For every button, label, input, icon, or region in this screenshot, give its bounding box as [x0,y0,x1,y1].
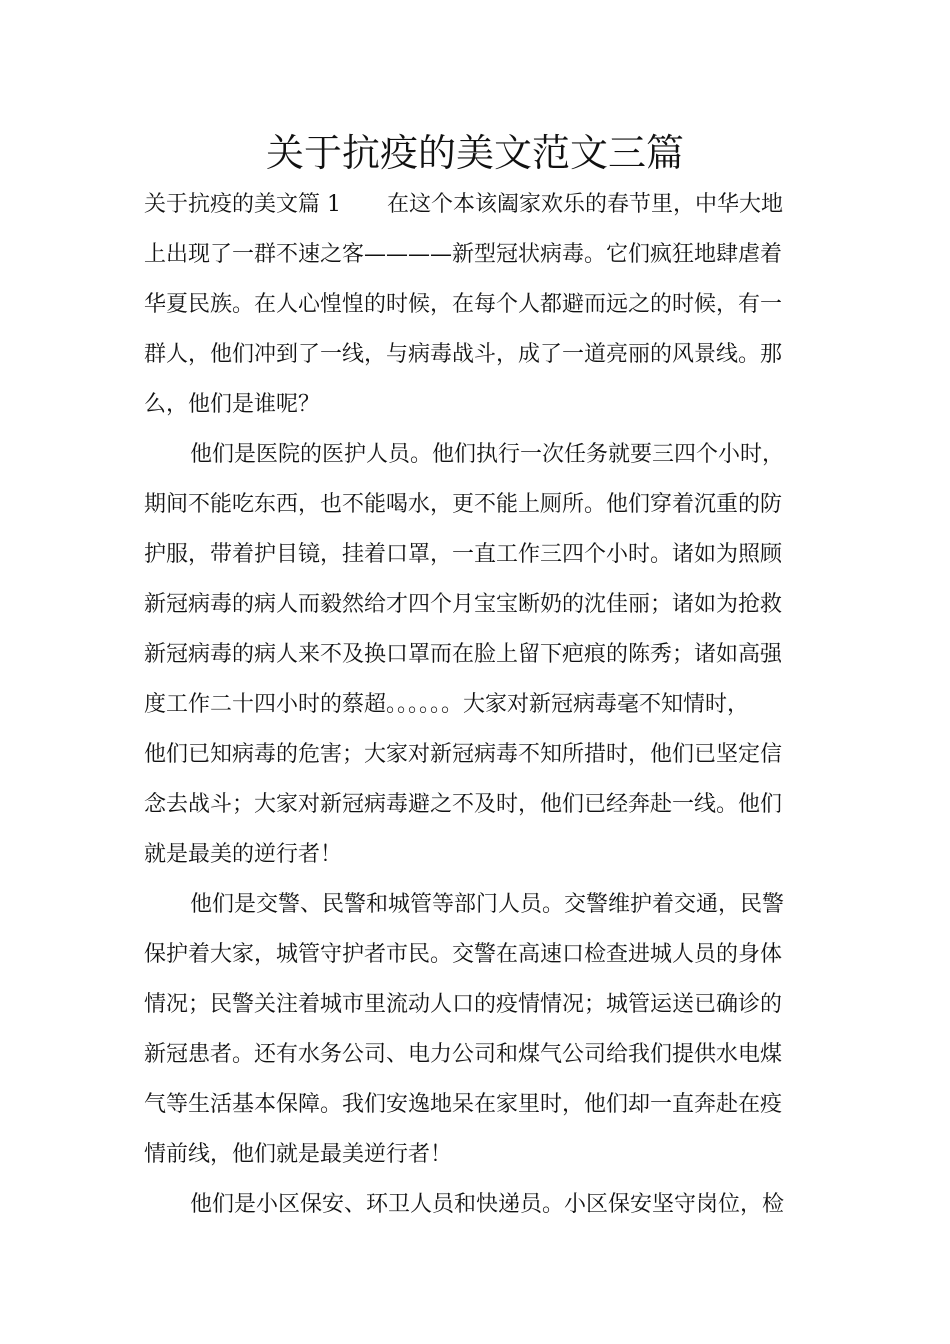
text-line: 情况；民警关注着城市里流动人口的疫情情况；城管运送已确诊的 [144,992,783,1017]
paragraph-first-line: 他们是医院的医护人员。他们执行一次任务就要三四个小时， [190,442,785,467]
text-line: 气等生活基本保障。我们安逸地呆在家里时，他们却一直奔赴在疫 [144,1092,783,1117]
text-line: 新冠病毒的病人而毅然给才四个月宝宝断奶的沈佳丽；诸如为抢救 [144,592,783,617]
paragraph-first-line: 他们是交警、民警和城管等部门人员。交警维护着交通，民警 [190,892,785,917]
article-heading: 关于抗疫的美文篇 1 [144,192,341,217]
text-line: 他们已知病毒的危害；大家对新冠病毒不知所措时，他们已坚定信 [144,742,783,767]
text-line: 新冠病毒的病人来不及换口罩而在脸上留下疤痕的陈秀；诸如高强 [144,642,783,667]
text-line-content: 在这个本该阖家欢乐的春节里，中华大地 [387,192,784,217]
text-line: 么，他们是谁呢？ [144,392,321,417]
text-line: 期间不能吃东西，也不能喝水，更不能上厕所。他们穿着沉重的防 [144,492,783,517]
document-body [144,180,820,1230]
text-line: 度工作二十四小时的蔡超。。。。。。大家对新冠病毒毫不知情时， [144,692,750,717]
document-title: 关于抗疫的美文范文三篇 [265,131,684,175]
text-line: 上出现了一群不速之客————新型冠状病毒。它们疯狂地肆虐着 [144,242,783,267]
text-line: 就是最美的逆行者！ [144,842,343,867]
text-line [144,180,820,230]
text-line: 念去战斗；大家对新冠病毒避之不及时，他们已经奔赴一线。他们 [144,792,783,817]
text-line: 群人，他们冲到了一线，与病毒战斗，成了一道亮丽的风景线。那 [144,342,783,367]
text-line: 护服，带着护目镜，挂着口罩，一直工作三四个小时。诸如为照顾 [144,542,783,567]
text-line: 华夏民族。在人心惶惶的时候，在每个人都避而远之的时候，有一 [144,292,783,317]
paragraph-first-line: 他们是小区保安、环卫人员和快递员。小区保安坚守岗位，检 [190,1192,785,1217]
text-line: 新冠患者。还有水务公司、电力公司和煤气公司给我们提供水电煤 [144,1042,783,1067]
text-line: 情前线，他们就是最美逆行者！ [144,1142,453,1167]
text-line: 保护着大家，城管守护者市民。交警在高速口检查进城人员的身体 [144,942,783,967]
